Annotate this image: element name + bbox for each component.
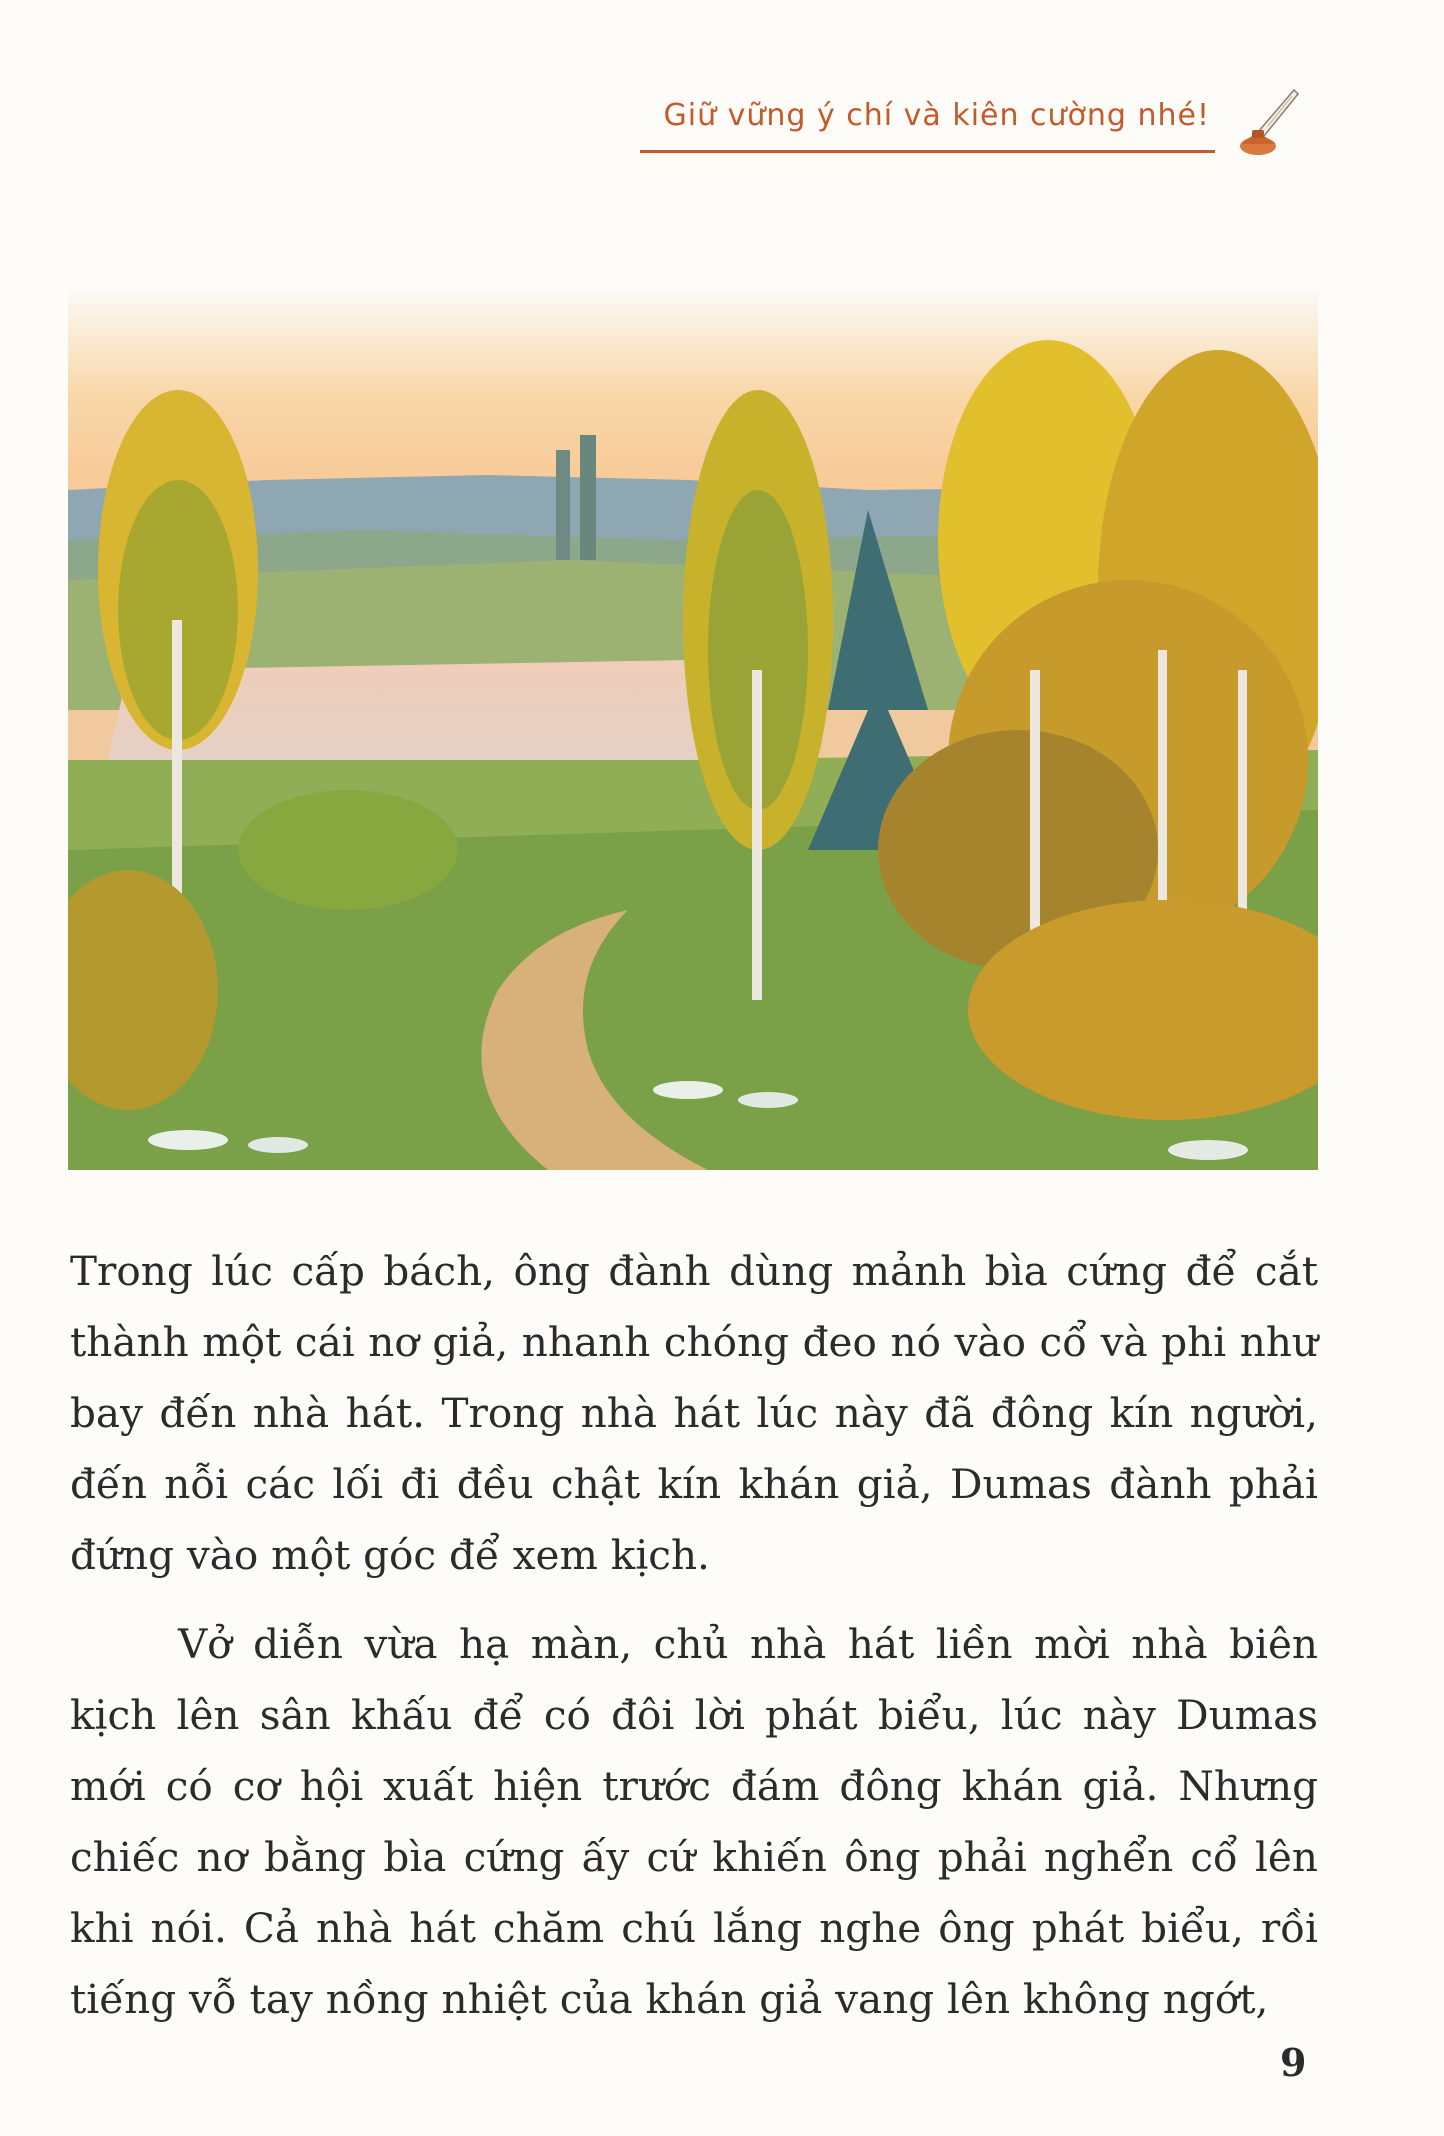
header-underline <box>640 150 1215 153</box>
autumn-landscape-illustration <box>68 290 1318 1170</box>
page-number: 9 <box>1280 2040 1307 2085</box>
quill-inkpot-icon <box>1228 80 1308 160</box>
body-text <box>70 1236 1318 2035</box>
paragraph-1: Trong lúc cấp bách, ông đành dùng mảnh bìa cứng để cắt thành một cái nơ giả, nhanh chóng đeo nó vào cổ và phi như bay đến nhà hát. Trong nhà hát lúc này đã đông kín người, đến nỗi các lối đi đều chật kín khán giả, Dumas đành phải đứng vào một góc để xem kịch. <box>70 1247 1318 1579</box>
paragraph-2: Vở diễn vừa hạ màn, chủ nhà hát liền mời nhà biên kịch lên sân khấu để có đôi lời phát biểu, lúc này Dumas mới có cơ hội xuất hiện trước đám đông khán giả. Nhưng chiếc nơ bằng bìa cứng ấy cứ khiến ông phải nghển cổ lên khi nói. Cả nhà hát chăm chú lắng nghe ông phát biểu, rồi tiếng vỗ tay nồng nhiệt của khán giả vang lên không ngớt, <box>70 1620 1318 2023</box>
running-header: Giữ vững ý chí và kiên cường nhé! <box>663 98 1210 133</box>
